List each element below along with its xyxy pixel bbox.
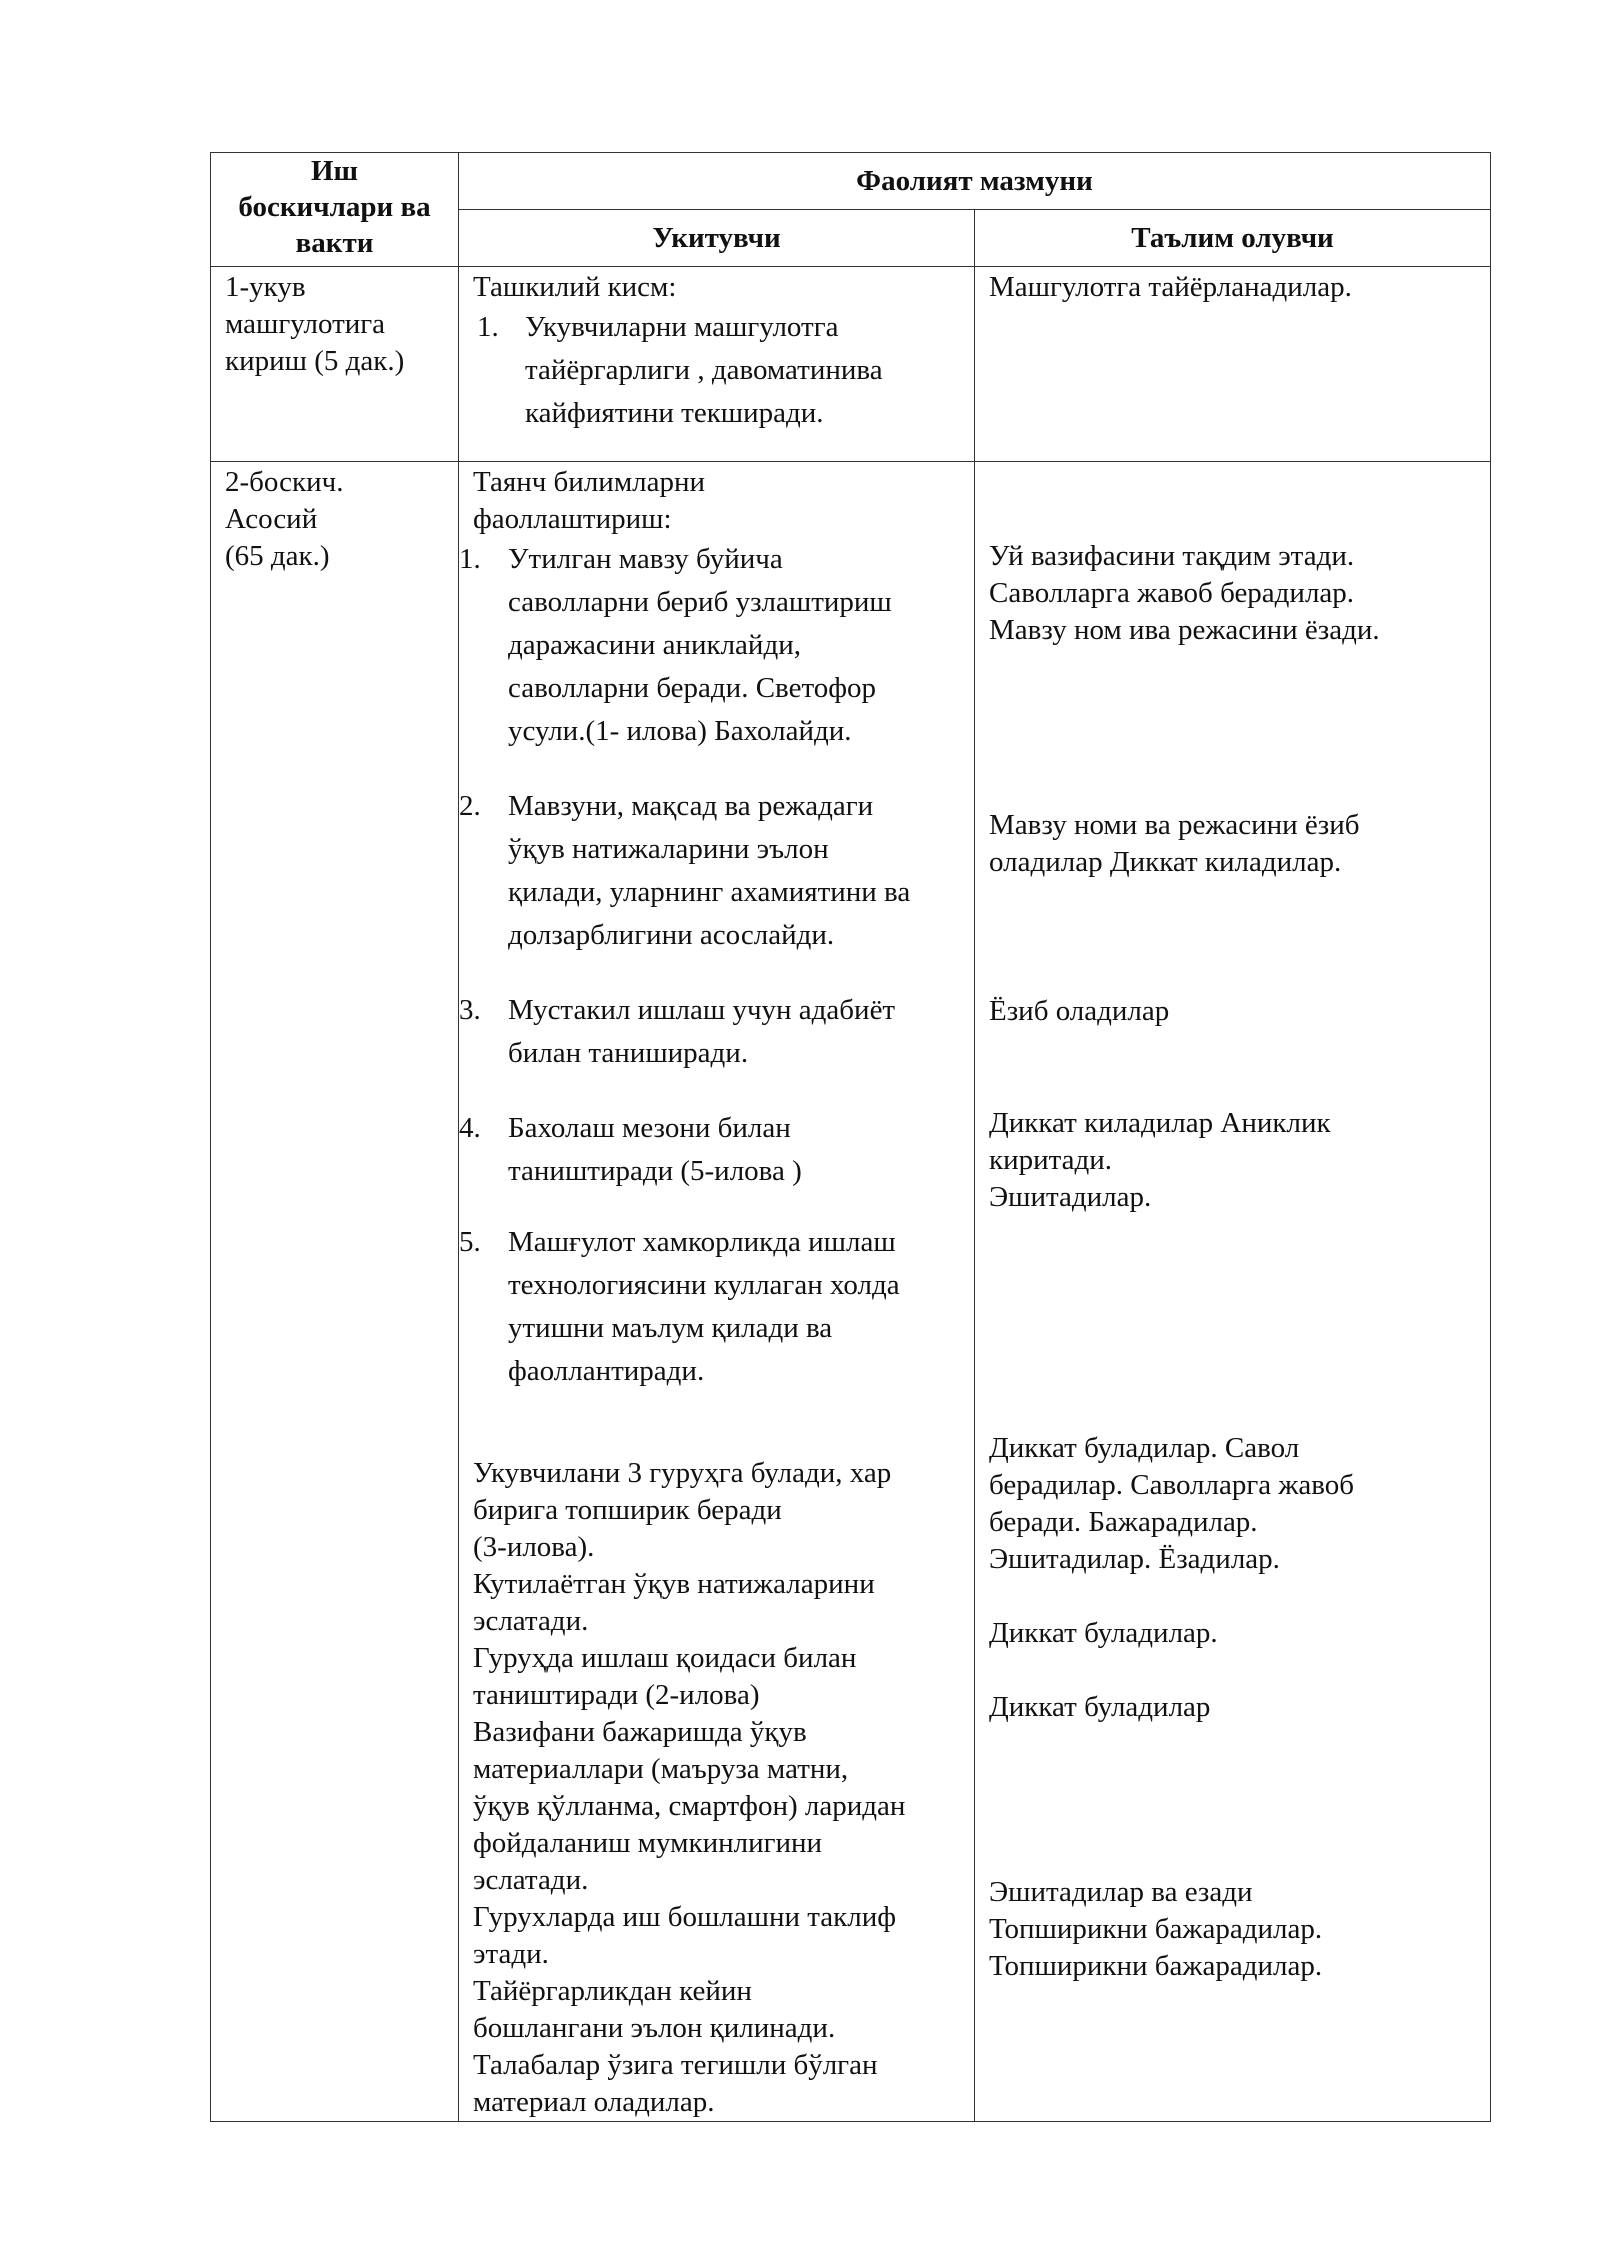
header-stage: Иш боскичлари ва вакти [211, 153, 459, 267]
student-block: Диккат буладилар [989, 1691, 1211, 1723]
header-teacher: Укитувчи [459, 210, 975, 267]
student-block: Уй вазифасини тақдим этади. Саволларга жавоб берадилар. Мавзу ном ива режасини ёзади. [989, 540, 1380, 646]
list-item: 1. Укувчиларни машгулотга тайёргарлиги , давоматинива кайфиятини текширади. [477, 311, 883, 429]
table-row [211, 267, 1491, 462]
header-activity-content: Фаолият мазмуни [459, 153, 1491, 210]
student-block: Диккат киладилар Аниклик киритади. Эшитадилар. [989, 1107, 1331, 1213]
student-cell [975, 462, 1491, 2122]
list-item: 1. Утилган мавзу буйича саволларни бериб узлаштириш даражасини аниклайди, саволларни беради. Светофор усули.(1- илова) Бахолайди. [459, 543, 892, 747]
list-item: 5. Машғулот хамкорликда ишлаш технологиясини куллаган холда утишни маълум қилади ва фаоллантиради. [459, 1226, 900, 1387]
list-item: 3. Мустакил ишлаш учун адабиёт билан таниширади. [459, 994, 896, 1069]
student-block: Мавзу номи ва режасини ёзиб оладилар Диккат киладилар. [989, 809, 1360, 878]
teacher-group-work-text: Укувчилани 3 гуруҳга булади, хар бирига топширик беради (3-илова). Кутилаётган ўқув натижаларини эслатади. Гуруҳда ишлаш қоидаси билан таништиради (2-илова) Вазифани бажаришда ўқув материаллари (маъруза матни, ўқув қўлланма, смартфон) ларидан фойдаланиш мумкинлигини эслатади. Гурухларда иш бошлашни таклиф этади. Тайёргарликдан кейин бошлангани эълон қилинади. Талабалар ўзига тегишли бўлган материал оладилар. [473, 1457, 906, 2118]
list-item: 4. Бахолаш мезони билан таништиради (5-илова ) [459, 1112, 802, 1187]
lesson-plan-table [210, 152, 1491, 2122]
table-row [211, 462, 1491, 2122]
student-block: Ёзиб оладилар [989, 995, 1170, 1027]
student-cell: Машгулотга тайёрланадилар. [975, 267, 1491, 462]
student-block: Эшитадилар ва езади Топширикни бажарадилар. Топширикни бажарадилар. [989, 1876, 1323, 1982]
student-block: Диккат буладилар. Савол берадилар. Саволларга жавоб беради. Бажарадилар. Эшитадилар. Ёзадилар. [989, 1432, 1355, 1575]
student-block: Диккат буладилар. [989, 1617, 1218, 1649]
teacher-cell: Ташкилий кисм: 1. Укувчиларни машгулотга тайёргарлиги , давоматинива кайфиятини текширади. [459, 267, 975, 462]
stage-cell: 2-боскич. Асосий (65 дак.) [211, 462, 459, 2122]
stage-cell: 1-укув машгулотига кириш (5 дак.) [211, 267, 459, 462]
list-item: 2. Мавзуни, мақсад ва режадаги ўқув натижаларини эълон қилади, уларнинг ахамиятини ва долзарблигини асослайди. [459, 790, 911, 951]
teacher-cell: Таянч билимларни фаоллаштириш: 1. Утилган мавзу буйича саволларни бериб узлаштириш даражасини аниклайди, саволларни беради. Светофор усули.(1- илова) Бахолайди. 2. Мавзуни, мақсад ва режадаги ўқув натижаларини эълон қилади, уларнинг ахамиятини ва долзарблигини асослайди. 3. Мустакил ишлаш учун адабиёт билан таниширади. 4. Бахолаш мезони билан таништиради (5-илова ) 5. Машғулот хамкорликда ишлаш технологиясини куллаган холда утишни маълум қилади ва фаоллантиради. Укувчилани 3 гуруҳга булади, хар бирига топширик беради (3-илова). Кутилаётган ўқув натижаларини эслатади. Гуруҳда ишлаш қоидаси билан таништиради (2-илова) Вазифани бажаришда ўқув материаллари (маъруза матни, ўқув қўлланма, смартфон) ларидан фойдаланиш мумкинлигини эслатади. Гурухларда иш бошлашни таклиф этади. Тайёргарликдан кейин бошлангани эълон қилинади. Талабалар ўзига тегишли бўлган материал оладилар. [459, 462, 975, 2122]
header-student: Таълим олувчи [975, 210, 1491, 267]
